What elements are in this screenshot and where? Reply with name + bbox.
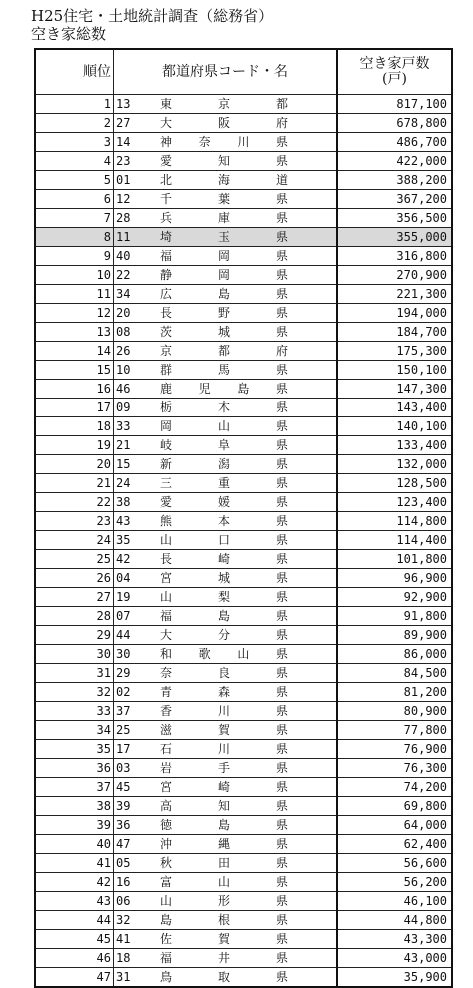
prefecture-name: 佐 賀 県 (160, 931, 288, 946)
table-row (35, 170, 452, 189)
prefecture-code: 35 (116, 533, 131, 548)
count-cell: 194,000 (337, 303, 452, 322)
count-cell: 388,200 (337, 170, 452, 189)
count-cell: 80,900 (337, 702, 452, 721)
prefecture-name: 岡 山 県 (160, 419, 288, 434)
prefecture-name: 香 川 県 (160, 703, 288, 718)
rank-cell: 12 (35, 303, 114, 322)
prefecture-code: 38 (116, 495, 131, 510)
prefecture-cell (114, 208, 338, 227)
prefecture-cell (114, 758, 338, 777)
prefecture-cell (114, 796, 338, 815)
rank-cell: 28 (35, 607, 114, 626)
document-subtitle: 空き家総数 (31, 25, 107, 43)
prefecture-cell (114, 834, 338, 853)
rank-cell: 41 (35, 853, 114, 872)
prefecture-name: 広 島 県 (160, 286, 288, 301)
table-row (35, 948, 452, 967)
table-row (35, 208, 452, 227)
count-cell: 64,000 (337, 815, 452, 834)
prefecture-name: 愛 媛 県 (160, 495, 288, 510)
prefecture-code: 20 (116, 305, 131, 320)
count-cell: 92,900 (337, 588, 452, 607)
table-row (35, 398, 452, 417)
header-prefecture: 都道府県コード・名 (114, 49, 338, 95)
count-cell: 817,100 (337, 95, 452, 114)
table-row (35, 379, 452, 398)
header-count (337, 49, 452, 95)
prefecture-code: 45 (116, 779, 131, 794)
prefecture-name: 宮 城 県 (160, 571, 288, 586)
rank-cell: 17 (35, 398, 114, 417)
prefecture-code: 25 (116, 722, 131, 737)
table-row (35, 872, 452, 891)
prefecture-name: 福 井 県 (160, 950, 288, 965)
prefecture-cell (114, 493, 338, 512)
table-row (35, 95, 452, 114)
table-row (35, 853, 452, 872)
prefecture-name: 大 阪 府 (160, 115, 288, 130)
count-cell: 132,000 (337, 455, 452, 474)
table-row (35, 322, 452, 341)
prefecture-name: 群 馬 県 (160, 362, 288, 377)
prefecture-code: 30 (116, 647, 131, 662)
prefecture-cell (114, 189, 338, 208)
table-row (35, 834, 452, 853)
prefecture-code: 15 (116, 457, 131, 472)
prefecture-name: 山 梨 県 (160, 590, 288, 605)
prefecture-name: 沖 縄 県 (160, 836, 288, 851)
rank-cell: 4 (35, 151, 114, 170)
rank-cell: 9 (35, 246, 114, 265)
prefecture-cell (114, 645, 338, 664)
table-row (35, 910, 452, 929)
rank-cell: 2 (35, 113, 114, 132)
count-cell: 486,700 (337, 132, 452, 151)
prefecture-name: 鳥 取 県 (160, 969, 288, 984)
count-cell: 76,300 (337, 758, 452, 777)
prefecture-cell (114, 113, 338, 132)
prefecture-name: 宮 崎 県 (160, 779, 288, 794)
rank-cell: 14 (35, 341, 114, 360)
table-row (35, 550, 452, 569)
table-row (35, 132, 452, 151)
prefecture-cell (114, 853, 338, 872)
prefecture-code: 17 (116, 741, 131, 756)
prefecture-code: 19 (116, 590, 131, 605)
count-cell: 56,200 (337, 872, 452, 891)
table-row (35, 493, 452, 512)
count-cell: 175,300 (337, 341, 452, 360)
table-row (35, 588, 452, 607)
count-cell: 316,800 (337, 246, 452, 265)
count-cell: 89,900 (337, 626, 452, 645)
prefecture-cell (114, 588, 338, 607)
rank-cell: 38 (35, 796, 114, 815)
table-row (35, 720, 452, 739)
table-row (35, 417, 452, 436)
count-cell: 69,800 (337, 796, 452, 815)
prefecture-code: 21 (116, 438, 131, 453)
prefecture-code: 24 (116, 476, 131, 491)
prefecture-cell (114, 417, 338, 436)
prefecture-cell (114, 151, 338, 170)
prefecture-cell (114, 246, 338, 265)
prefecture-cell (114, 891, 338, 910)
prefecture-code: 08 (116, 324, 131, 339)
prefecture-name: 埼 玉 県 (160, 229, 288, 244)
rank-cell: 3 (35, 132, 114, 151)
count-cell: 96,900 (337, 569, 452, 588)
prefecture-cell (114, 569, 338, 588)
table-row (35, 796, 452, 815)
prefecture-cell (114, 474, 338, 493)
prefecture-code: 40 (116, 248, 131, 263)
rank-cell: 33 (35, 702, 114, 721)
prefecture-name: 山 形 県 (160, 893, 288, 908)
prefecture-name: 高 知 県 (160, 798, 288, 813)
prefecture-name: 奈 良 県 (160, 666, 288, 681)
prefecture-name: 兵 庫 県 (160, 210, 288, 225)
prefecture-code: 39 (116, 798, 131, 813)
prefecture-cell (114, 512, 338, 531)
count-cell: 114,400 (337, 531, 452, 550)
count-cell: 356,500 (337, 208, 452, 227)
prefecture-code: 09 (116, 400, 131, 415)
count-cell: 62,400 (337, 834, 452, 853)
prefecture-code: 26 (116, 343, 131, 358)
count-cell: 422,000 (337, 151, 452, 170)
rank-cell: 34 (35, 720, 114, 739)
count-cell: 44,800 (337, 910, 452, 929)
table-row (35, 227, 452, 246)
prefecture-name: 東 京 都 (160, 96, 288, 111)
prefecture-code: 27 (116, 115, 131, 130)
prefecture-name: 岐 阜 県 (160, 438, 288, 453)
prefecture-code: 22 (116, 267, 131, 282)
rank-cell: 24 (35, 531, 114, 550)
table-row (35, 702, 452, 721)
prefecture-code: 06 (116, 893, 131, 908)
prefecture-cell (114, 170, 338, 189)
table-body (35, 95, 452, 987)
rank-cell: 32 (35, 683, 114, 702)
rank-cell: 10 (35, 265, 114, 284)
prefecture-code: 44 (116, 628, 131, 643)
rank-cell: 30 (35, 645, 114, 664)
prefecture-cell (114, 607, 338, 626)
rank-cell: 31 (35, 664, 114, 683)
prefecture-cell (114, 929, 338, 948)
count-cell: 140,100 (337, 417, 452, 436)
table-row (35, 265, 452, 284)
rank-cell: 7 (35, 208, 114, 227)
prefecture-name: 茨 城 県 (160, 324, 288, 339)
rank-cell: 37 (35, 777, 114, 796)
prefecture-code: 32 (116, 912, 131, 927)
prefecture-code: 43 (116, 514, 131, 529)
table-row (35, 645, 452, 664)
prefecture-code: 28 (116, 210, 131, 225)
prefecture-code: 37 (116, 703, 131, 718)
prefecture-name: 福 岡 県 (160, 248, 288, 263)
rank-cell: 11 (35, 284, 114, 303)
header-count-unit: (戸) (382, 71, 407, 87)
prefecture-name: 愛 知 県 (160, 153, 288, 168)
prefecture-name: 鹿 児 島 県 (160, 381, 288, 396)
table-row (35, 739, 452, 758)
prefecture-code: 05 (116, 855, 131, 870)
prefecture-cell (114, 702, 338, 721)
table-row (35, 455, 452, 474)
prefecture-name: 島 根 県 (160, 912, 288, 927)
count-cell: 143,400 (337, 398, 452, 417)
prefecture-cell (114, 910, 338, 929)
prefecture-name: 熊 本 県 (160, 514, 288, 529)
prefecture-code: 11 (116, 229, 131, 244)
table-row (35, 777, 452, 796)
table-row (35, 360, 452, 379)
prefecture-name: 山 口 県 (160, 533, 288, 548)
prefecture-name: 大 分 県 (160, 628, 288, 643)
count-cell: 101,800 (337, 550, 452, 569)
header-rank: 順位 (35, 49, 114, 95)
count-cell: 77,800 (337, 720, 452, 739)
rank-cell: 36 (35, 758, 114, 777)
table-row (35, 569, 452, 588)
rank-cell: 21 (35, 474, 114, 493)
prefecture-code: 10 (116, 362, 131, 377)
count-cell: 43,000 (337, 948, 452, 967)
rank-cell: 45 (35, 929, 114, 948)
prefecture-name: 新 潟 県 (160, 457, 288, 472)
prefecture-code: 33 (116, 419, 131, 434)
count-cell: 270,900 (337, 265, 452, 284)
prefecture-cell (114, 948, 338, 967)
rank-cell: 26 (35, 569, 114, 588)
table-row (35, 284, 452, 303)
rank-cell: 22 (35, 493, 114, 512)
prefecture-cell (114, 872, 338, 891)
table-row (35, 967, 452, 986)
count-cell: 367,200 (337, 189, 452, 208)
header-count-label: 空き家戸数 (359, 56, 430, 72)
vacant-houses-table (34, 48, 453, 988)
count-cell: 184,700 (337, 322, 452, 341)
prefecture-cell (114, 626, 338, 645)
prefecture-cell (114, 455, 338, 474)
prefecture-name: 福 島 県 (160, 609, 288, 624)
table-row (35, 512, 452, 531)
table-row (35, 474, 452, 493)
prefecture-cell (114, 303, 338, 322)
prefecture-code: 29 (116, 666, 131, 681)
prefecture-cell (114, 398, 338, 417)
document-title: H25住宅・土地統計調査（総務省） (31, 7, 274, 25)
prefecture-name: 富 山 県 (160, 874, 288, 889)
prefecture-name: 岩 手 県 (160, 760, 288, 775)
prefecture-code: 18 (116, 950, 131, 965)
rank-cell: 19 (35, 436, 114, 455)
prefecture-cell (114, 227, 338, 246)
rank-cell: 29 (35, 626, 114, 645)
rank-cell: 46 (35, 948, 114, 967)
rank-cell: 44 (35, 910, 114, 929)
prefecture-cell (114, 132, 338, 151)
prefecture-code: 42 (116, 552, 131, 567)
prefecture-cell (114, 739, 338, 758)
rank-cell: 5 (35, 170, 114, 189)
count-cell: 84,500 (337, 664, 452, 683)
prefecture-cell (114, 95, 338, 114)
prefecture-cell (114, 777, 338, 796)
rank-cell: 40 (35, 834, 114, 853)
table-row (35, 664, 452, 683)
count-cell: 81,200 (337, 683, 452, 702)
prefecture-cell (114, 360, 338, 379)
rank-cell: 43 (35, 891, 114, 910)
count-cell: 35,900 (337, 967, 452, 986)
table-row (35, 303, 452, 322)
table-row (35, 891, 452, 910)
rank-cell: 15 (35, 360, 114, 379)
rank-cell: 23 (35, 512, 114, 531)
prefecture-name: 神 奈 川 県 (160, 134, 288, 149)
table-row (35, 246, 452, 265)
prefecture-name: 石 川 県 (160, 741, 288, 756)
rank-cell: 35 (35, 739, 114, 758)
prefecture-code: 03 (116, 760, 131, 775)
prefecture-cell (114, 815, 338, 834)
count-cell: 123,400 (337, 493, 452, 512)
rank-cell: 6 (35, 189, 114, 208)
table-row (35, 113, 452, 132)
prefecture-code: 31 (116, 969, 131, 984)
prefecture-name: 青 森 県 (160, 685, 288, 700)
rank-cell: 18 (35, 417, 114, 436)
table-row (35, 815, 452, 834)
table-row (35, 189, 452, 208)
prefecture-code: 12 (116, 191, 131, 206)
count-cell: 46,100 (337, 891, 452, 910)
rank-cell: 8 (35, 227, 114, 246)
prefecture-cell (114, 967, 338, 986)
prefecture-cell (114, 683, 338, 702)
prefecture-code: 01 (116, 172, 131, 187)
count-cell: 128,500 (337, 474, 452, 493)
count-cell: 114,800 (337, 512, 452, 531)
rank-cell: 20 (35, 455, 114, 474)
table-row (35, 607, 452, 626)
count-cell: 86,000 (337, 645, 452, 664)
prefecture-cell (114, 664, 338, 683)
rank-cell: 27 (35, 588, 114, 607)
prefecture-name: 北 海 道 (160, 172, 288, 187)
table-row (35, 758, 452, 777)
count-cell: 74,200 (337, 777, 452, 796)
prefecture-cell (114, 341, 338, 360)
prefecture-name: 長 崎 県 (160, 552, 288, 567)
prefecture-name: 千 葉 県 (160, 191, 288, 206)
prefecture-name: 京 都 府 (160, 343, 288, 358)
prefecture-name: 秋 田 県 (160, 855, 288, 870)
rank-cell: 13 (35, 322, 114, 341)
table-row (35, 626, 452, 645)
count-cell: 43,300 (337, 929, 452, 948)
rank-cell: 39 (35, 815, 114, 834)
prefecture-code: 41 (116, 931, 131, 946)
prefecture-name: 静 岡 県 (160, 267, 288, 282)
prefecture-code: 13 (116, 96, 131, 111)
prefecture-name: 長 野 県 (160, 305, 288, 320)
prefecture-cell (114, 531, 338, 550)
prefecture-name: 三 重 県 (160, 476, 288, 491)
prefecture-code: 23 (116, 153, 131, 168)
table-row (35, 531, 452, 550)
prefecture-code: 16 (116, 874, 131, 889)
prefecture-cell (114, 322, 338, 341)
table-row (35, 436, 452, 455)
rank-cell: 42 (35, 872, 114, 891)
prefecture-cell (114, 284, 338, 303)
count-cell: 678,800 (337, 113, 452, 132)
prefecture-cell (114, 379, 338, 398)
prefecture-cell (114, 436, 338, 455)
rank-cell: 16 (35, 379, 114, 398)
prefecture-code: 07 (116, 609, 131, 624)
prefecture-name: 滋 賀 県 (160, 722, 288, 737)
prefecture-code: 47 (116, 836, 131, 851)
prefecture-name: 和 歌 山 県 (160, 647, 288, 662)
count-cell: 150,100 (337, 360, 452, 379)
prefecture-cell (114, 720, 338, 739)
prefecture-name: 栃 木 県 (160, 400, 288, 415)
rank-cell: 47 (35, 967, 114, 986)
count-cell: 147,300 (337, 379, 452, 398)
prefecture-code: 04 (116, 571, 131, 586)
count-cell: 355,000 (337, 227, 452, 246)
table-row (35, 929, 452, 948)
table-row (35, 341, 452, 360)
count-cell: 221,300 (337, 284, 452, 303)
prefecture-cell (114, 265, 338, 284)
prefecture-code: 02 (116, 685, 131, 700)
rank-cell: 1 (35, 95, 114, 114)
table-header-row (35, 49, 452, 95)
table-row (35, 683, 452, 702)
count-cell: 133,400 (337, 436, 452, 455)
prefecture-code: 14 (116, 134, 131, 149)
rank-cell: 25 (35, 550, 114, 569)
prefecture-code: 34 (116, 286, 131, 301)
prefecture-cell (114, 550, 338, 569)
prefecture-name: 徳 島 県 (160, 817, 288, 832)
prefecture-code: 46 (116, 381, 131, 396)
table-row (35, 151, 452, 170)
count-cell: 76,900 (337, 739, 452, 758)
prefecture-code: 36 (116, 817, 131, 832)
count-cell: 91,800 (337, 607, 452, 626)
count-cell: 56,600 (337, 853, 452, 872)
